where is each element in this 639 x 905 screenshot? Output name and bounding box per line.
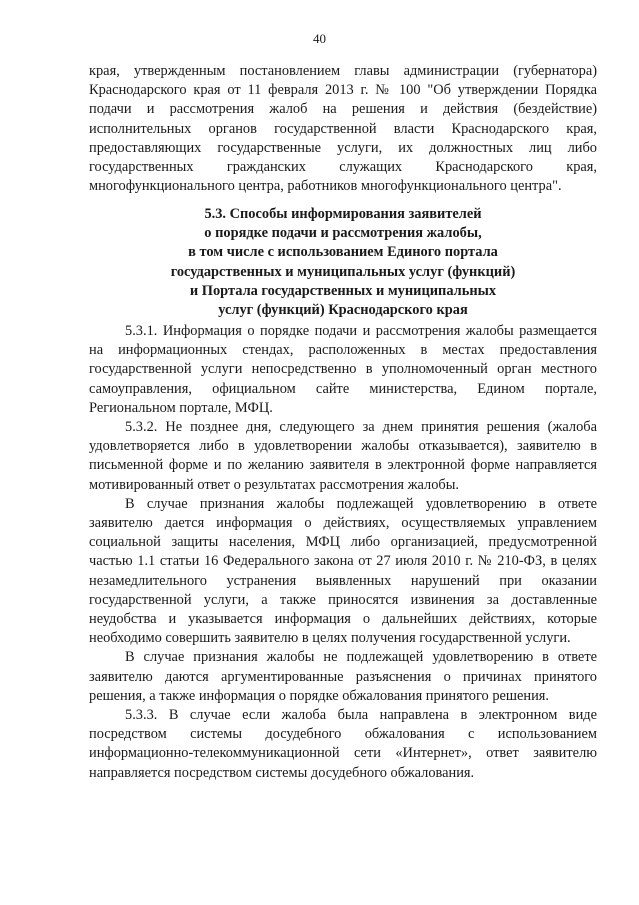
heading-line: услуг (функций) Краснодарского края [218, 302, 468, 319]
paragraph-satisfied-case: В случае признания жалобы подлежащей удовлетворению в ответе заявителю дается информация о действиях, осуществляемых управлением социальной защиты населения, МФЦ либо организацией, предусмотренной частью 1.1 статьи 16 Федерального закона от 27 июля 2010 г. № 210-ФЗ, в целях незамедлительного устранения выявленных нарушений при оказании государственной услуги, а также приносятся извинения за доставленные неудобства и указывается информация о дальнейших действиях, которые необходимо совершить заявителю в целях получения государственной услуги. [89, 495, 597, 647]
section-body [89, 322, 597, 783]
section-heading [89, 205, 597, 320]
paragraph-rejected-case: В случае признания жалобы не подлежащей удовлетворению в ответе заявителю даются аргументированные разъяснения о причинах принятого решения, а также информация о порядке обжалования принятого решения. [89, 649, 597, 704]
paragraph-5-3-2: 5.3.2. Не позднее дня, следующего за днем принятия решения (жалоба удовлетворяется либо в удовлетворении жалобы отказывается), заявителю в письменной форме и по желанию заявителя в электронной форме направляется мотивированный ответ о результатах рассмотрения жалобы. [89, 419, 597, 493]
heading-line: государственных и муниципальных услуг (функций) [170, 263, 516, 280]
paragraph-5-3-3: 5.3.3. В случае если жалоба была направлена в электронном виде посредством системы досудебного обжалования с использованием информационно-телекоммуникационной сети «Интернет», ответ заявителю направляется посредством системы досудебного обжалования. [89, 707, 597, 781]
heading-line: 5.3. Способы информирования заявителей [204, 206, 482, 222]
heading-line: о порядке подачи и рассмотрения жалобы, [204, 225, 482, 242]
paragraph-5-3-1: 5.3.1. Информация о порядке подачи и рассмотрения жалобы размещается на информационных стендах, расположенных в местах предоставления государственной услуги непосредственно в уполномоченный орган местного самоуправления, официальном сайте министерства, Едином портале, Региональном портале, МФЦ. [89, 323, 597, 416]
heading-line: и Портала государственных и муниципальных [189, 282, 497, 299]
intro-paragraph [89, 62, 597, 196]
intro-text: края, утвержденным постановлением главы администрации (губернатора) Краснодарского края от 11 февраля 2013 г. № 100 "Об утверждении Порядка подачи и рассмотрения жалоб на решения и действия (бездействие) исполнительных органов государственной власти Краснодарского края, предоставляющих государственные услуги, их должностных лиц либо государственных гражданских служащих Краснодарского края, многофункционального центра, работников многофункционального центра". [89, 63, 597, 195]
heading-line: в том числе с использованием Единого портала [188, 244, 498, 261]
page-number: 40 [313, 31, 326, 46]
